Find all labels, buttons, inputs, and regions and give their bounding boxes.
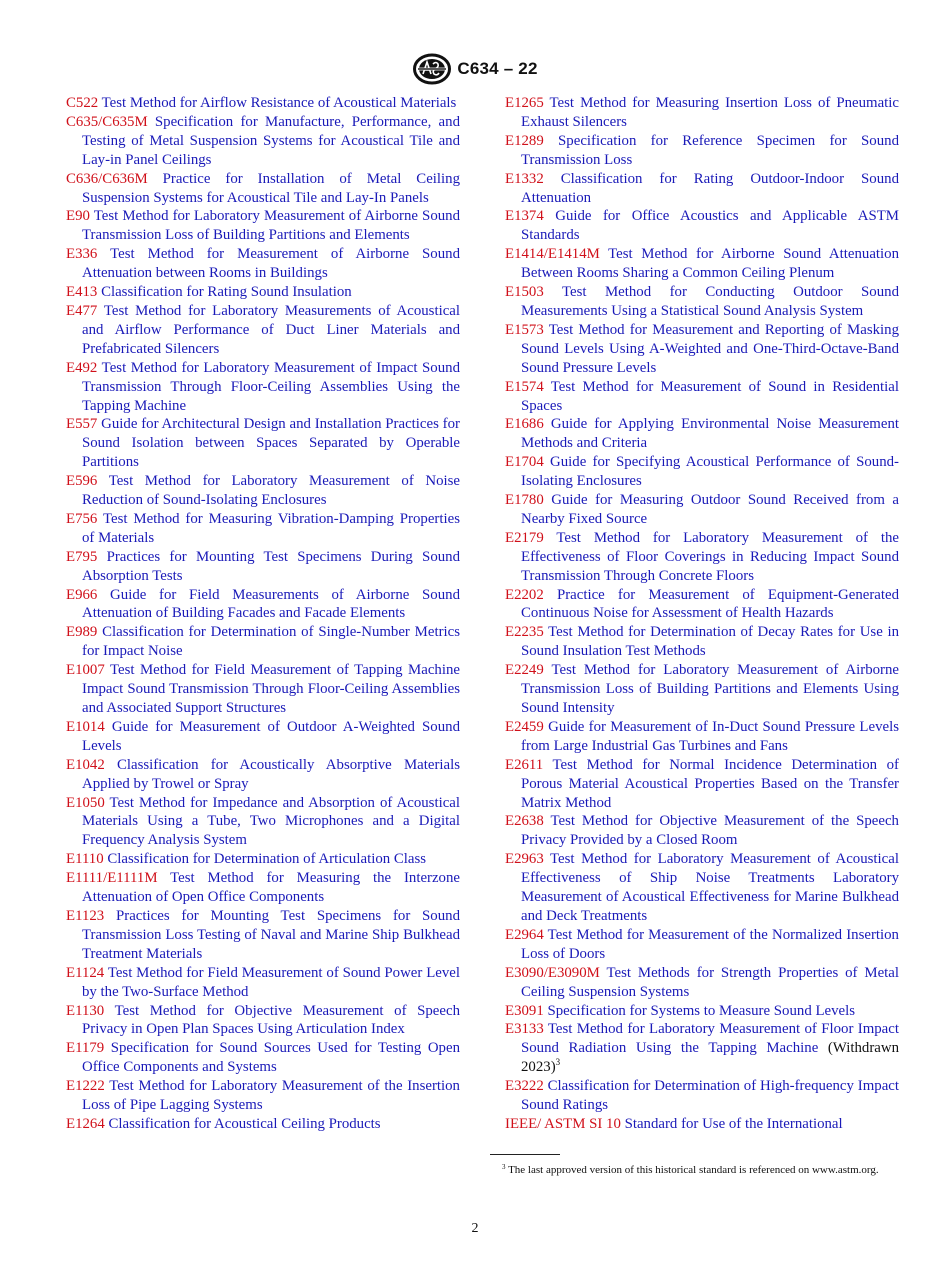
reference-code-link[interactable]: E989 [66, 624, 98, 641]
reference-title-link[interactable]: Guide for Specifying Acoustical Performance of Sound-Isolating Enclosures [521, 454, 899, 490]
reference-entry [66, 907, 460, 964]
reference-code-link[interactable]: E1574 [505, 378, 544, 395]
reference-title-link[interactable]: Practices for Mounting Test Specimens During Sound Absorption Tests [82, 548, 461, 584]
reference-entry [66, 586, 460, 624]
reference-code-link[interactable]: E1014 [66, 718, 105, 735]
reference-entry [66, 245, 460, 283]
reference-title-link[interactable]: Guide for Office Acoustics and Applicable ASTM Standards [521, 208, 899, 244]
reference-code-link[interactable]: E1110 [66, 851, 104, 868]
reference-code-link[interactable]: E1414/E1414M [505, 246, 600, 263]
reference-title-link[interactable]: Specification for Manufacture, Performance, and Testing of Metal Suspension Systems for Acoustical Tile and Lay-in Panel Ceilings [82, 113, 460, 168]
reference-title-link[interactable]: Guide for Applying Environmental Noise Measurement Methods and Criteria [521, 416, 899, 452]
reference-title-link[interactable]: Test Method for Laboratory Measurement of Airborne Sound Transmission Loss of Building Partitions and Elements [82, 208, 461, 244]
reference-code-link[interactable]: E1007 [66, 662, 105, 679]
reference-code-link[interactable]: C522 [66, 95, 99, 111]
reference-entry [505, 812, 899, 850]
reference-title-link[interactable]: Classification for Acoustically Absorptive Materials Applied by Trowel or Spray [82, 756, 460, 792]
reference-code-link[interactable]: E1503 [505, 284, 544, 301]
reference-title-link[interactable]: Test Method for Laboratory Measurement of Acoustical Effectiveness of Ship Noise Treatments Laboratory Measurement of Acoustical Effectiveness for Marine Bulkhead and Deck Treatments [521, 851, 899, 924]
reference-title-link[interactable]: Test Method for Objective Measurement of Speech Privacy in Open Plan Spaces Using Articulation Index [82, 1002, 460, 1038]
reference-entry [505, 661, 899, 718]
reference-title-link[interactable]: Specification for Reference Specimen for Sound Transmission Loss [521, 132, 899, 168]
reference-entry [66, 964, 460, 1002]
reference-entry [505, 245, 899, 283]
reference-entry [505, 964, 899, 1002]
reference-entry [66, 718, 460, 756]
reference-entry [66, 869, 460, 907]
reference-title-link[interactable]: Test Method for Objective Measurement of the Speech Privacy Provided by a Closed Room [521, 813, 899, 849]
reference-entry [505, 529, 899, 586]
reference-entry [66, 1077, 460, 1115]
reference-entry [505, 1002, 899, 1021]
reference-code-link[interactable]: IEEE/ ASTM SI 10 [505, 1115, 621, 1132]
reference-code-link[interactable]: E3090/E3090M [505, 964, 600, 981]
reference-entry [505, 586, 899, 624]
footnote-reference: 3 [555, 1057, 561, 1068]
reference-code-link[interactable]: E477 [66, 302, 98, 319]
reference-title-link[interactable]: Specification for Sound Sources Used for Testing Open Office Components and Systems [82, 1040, 460, 1076]
page-header [0, 52, 950, 86]
reference-entry [66, 548, 460, 586]
reference-entry [66, 756, 460, 794]
reference-title-link[interactable]: Test Method for Conducting Outdoor Sound Measurements Using a Statistical Sound Analysis System [521, 284, 899, 319]
reference-code-link[interactable]: E1050 [66, 794, 105, 811]
reference-title-link[interactable]: Classification for Determination of Single-Number Metrics for Impact Noise [82, 624, 460, 660]
standard-designation: C634 – 22 [457, 59, 538, 78]
reference-title-link[interactable]: Test Methods for Strength Properties of Metal Ceiling Suspension Systems [521, 964, 899, 1000]
reference-code-link[interactable]: C635/C635M [66, 113, 148, 130]
reference-title-link[interactable]: Test Method for Laboratory Measurement of Noise Reduction of Sound-Isolating Enclosures [82, 473, 460, 509]
reference-code-link[interactable]: E2202 [505, 586, 544, 603]
reference-entry [66, 1115, 460, 1134]
reference-title-link[interactable]: Test Method for Airflow Resistance of Acoustical Materials [101, 95, 457, 111]
reference-title-link[interactable]: Test Method for Field Measurement of Sound Power Level by the Two-Surface Method [82, 964, 460, 1000]
reference-title-link[interactable]: Test Method for Laboratory Measurement of Floor Impact Sound Radiation Using the Tapping Machine [521, 1021, 899, 1057]
withdrawn-note: (Withdrawn 2023) [521, 1040, 899, 1076]
reference-entry [66, 302, 460, 359]
reference-title-link[interactable]: Specification for Systems to Measure Sound Levels [547, 1002, 856, 1019]
reference-code-link[interactable]: E1179 [66, 1040, 105, 1057]
reference-entry [505, 207, 899, 245]
page-number: 2 [471, 1221, 479, 1236]
reference-entry [66, 661, 460, 718]
reference-title-link[interactable]: Test Method for Laboratory Measurement of Impact Sound Transmission Through Floor-Ceiling Assemblies Using the Tapping Machine [82, 359, 460, 414]
reference-code-link[interactable]: E1111/E1111M [66, 870, 158, 887]
reference-title-link[interactable]: Test Method for Laboratory Measurement of Airborne Transmission Loss of Building Partitions and Elements Using Sound Intensity [521, 662, 899, 716]
reference-code-link[interactable]: E492 [66, 359, 98, 376]
reference-code-link[interactable]: E3133 [505, 1021, 544, 1038]
reference-title-link[interactable]: Test Method for Measuring Insertion Loss of Pneumatic Exhaust Silencers [521, 95, 900, 130]
reference-code-link[interactable]: E557 [66, 416, 98, 433]
reference-code-link[interactable]: E2235 [505, 624, 544, 641]
reference-title-link[interactable]: Test Method for Impedance and Absorption of Acoustical Materials Using a Tube, Two Microphones and a Digital Frequency Analysis System [82, 794, 460, 849]
reference-entry [66, 794, 460, 851]
reference-code-link[interactable]: E2611 [505, 756, 544, 773]
reference-title-link[interactable]: Guide for Architectural Design and Installation Practices for Sound Isolation between Spaces Separated by Operable Partitions [82, 416, 460, 471]
reference-title-link[interactable]: Guide for Measurement of In-Duct Sound Pressure Levels from Large Industrial Gas Turbines and Fans [521, 718, 899, 754]
footnote-marker: 3 [502, 1163, 506, 1171]
reference-code-link[interactable]: E2964 [505, 926, 544, 943]
reference-title-link[interactable]: Practice for Installation of Metal Ceiling Suspension Systems for Acoustical Tile and Lay-In Panels [82, 170, 461, 206]
reference-title-link[interactable]: Test Method for Normal Incidence Determination of Porous Material Acoustical Properties Based on the Transfer Matrix Method [521, 756, 899, 811]
reference-code-link[interactable]: E2249 [505, 662, 544, 679]
reference-entry [66, 207, 460, 245]
reference-code-link[interactable]: E1264 [66, 1115, 105, 1132]
reference-code-link[interactable]: E1222 [66, 1078, 105, 1095]
reference-code-link[interactable]: E1332 [505, 170, 544, 187]
reference-entry [66, 623, 460, 661]
reference-code-link[interactable]: E1374 [505, 208, 544, 225]
reference-entry [505, 1020, 899, 1077]
reference-entry [505, 453, 899, 491]
reference-title-link[interactable]: Test Method for Measuring Vibration-Damping Properties of Materials [82, 510, 460, 546]
reference-code-link[interactable]: E90 [66, 208, 90, 225]
reference-code-link[interactable]: E966 [66, 586, 98, 603]
reference-entry [66, 472, 460, 510]
reference-code-link[interactable]: E756 [66, 510, 98, 527]
reference-code-link[interactable]: E1704 [505, 454, 544, 471]
reference-entry [66, 1039, 460, 1077]
reference-code-link[interactable]: E2963 [505, 851, 544, 868]
reference-code-link[interactable]: E1573 [505, 321, 544, 338]
reference-entry [505, 718, 899, 756]
footnote [490, 1163, 899, 1178]
reference-code-link[interactable]: E1123 [66, 907, 105, 924]
reference-entry [505, 623, 899, 661]
right-column [505, 94, 899, 1134]
reference-entry [505, 132, 899, 170]
reference-title-link[interactable]: Classification for Determination of Articulation Class [107, 851, 427, 868]
reference-title-link[interactable]: Test Method for Measuring the Interzone Attenuation of Open Office Components [82, 870, 460, 906]
reference-entry [66, 170, 460, 208]
reference-entry [66, 94, 460, 113]
reference-title-link[interactable]: Test Method for Measurement of the Normalized Insertion Loss of Doors [521, 926, 899, 962]
reference-title-link[interactable]: Test Method for Measurement and Reporting of Masking Sound Levels Using A-Weighted and One-Third-Octave-Band Sound Pressure Levels [521, 321, 899, 376]
reference-code-link[interactable]: E1124 [66, 964, 105, 981]
reference-entry [505, 491, 899, 529]
reference-entry [505, 850, 899, 926]
reference-title-link[interactable]: Test Method for Measurement of Airborne Sound Attenuation between Rooms in Buildings [82, 246, 460, 282]
reference-entry [505, 283, 899, 321]
reference-code-link[interactable]: E1265 [505, 95, 544, 111]
reference-title-link[interactable]: Classification for Acoustical Ceiling Products [108, 1115, 381, 1132]
reference-entry [505, 170, 899, 208]
reference-code-link[interactable]: E2179 [505, 529, 544, 546]
reference-title-link[interactable]: Test Method for Measurement of Sound in Residential Spaces [521, 378, 899, 414]
reference-code-link[interactable]: E3091 [505, 1002, 544, 1019]
reference-title-link[interactable]: Test Method for Airborne Sound Attenuation Between Rooms Sharing a Common Ceiling Plenum [521, 246, 899, 282]
reference-title-link[interactable]: Test Method for Determination of Decay Rates for Use in Sound Insulation Test Methods [521, 624, 899, 660]
reference-code-link[interactable]: E1686 [505, 416, 544, 433]
reference-entry [505, 926, 899, 964]
reference-title-link[interactable]: Test Method for Laboratory Measurements of Acoustical and Airflow Performance of Duct Liner Materials and Prefabricated Silencers [82, 302, 461, 357]
reference-entry [505, 321, 899, 378]
reference-entry [505, 378, 899, 416]
left-column [66, 94, 460, 1134]
reference-code-link[interactable]: E336 [66, 246, 98, 263]
reference-entry [66, 1002, 460, 1040]
reference-code-link[interactable]: E2459 [505, 718, 544, 735]
reference-title-link[interactable]: Test Method for Field Measurement of Tapping Machine Impact Sound Transmission Through Floor-Ceiling Assemblies and Associated Support Structures [82, 662, 460, 716]
reference-code-link[interactable]: E3222 [505, 1078, 544, 1095]
reference-code-link[interactable]: C636/C636M [66, 170, 148, 187]
reference-title-link[interactable]: Test Method for Laboratory Measurement of the Insertion Loss of Pipe Lagging Systems [82, 1078, 460, 1114]
reference-code-link[interactable]: E596 [66, 473, 98, 490]
reference-entry [66, 850, 460, 869]
reference-title-link[interactable]: Classification for Rating Sound Insulation [101, 284, 352, 301]
reference-entry [505, 756, 899, 813]
reference-code-link[interactable]: E1289 [505, 132, 544, 149]
reference-entry [505, 415, 899, 453]
astm-logo-icon [412, 53, 452, 85]
reference-code-link[interactable]: E1780 [505, 492, 544, 509]
reference-entry [66, 113, 460, 170]
reference-title-link[interactable]: Classification for Determination of High-frequency Impact Sound Ratings [521, 1078, 899, 1114]
reference-code-link[interactable]: E2638 [505, 813, 544, 830]
reference-code-link[interactable]: E1130 [66, 1002, 105, 1019]
reference-code-link[interactable]: E795 [66, 548, 98, 565]
reference-title-link[interactable]: Practices for Mounting Test Specimens for Sound Transmission Loss Testing of Naval and Marine Ship Bulkhead Treatment Materials [82, 907, 460, 962]
reference-entry [66, 359, 460, 416]
reference-entry [505, 1077, 899, 1115]
reference-title-link[interactable]: Guide for Measuring Outdoor Sound Received from a Nearby Fixed Source [521, 492, 899, 527]
reference-entry [505, 1115, 899, 1134]
reference-title-link[interactable]: Standard for Use of the International [624, 1115, 843, 1132]
reference-title-link[interactable]: Guide for Field Measurements of Airborne Sound Attenuation of Building Facades and Facade Elements [82, 586, 460, 622]
reference-code-link[interactable]: E1042 [66, 756, 105, 773]
reference-entry [66, 510, 460, 548]
reference-code-link[interactable]: E413 [66, 284, 98, 301]
reference-title-link[interactable]: Test Method for Laboratory Measurement of the Effectiveness of Floor Coverings in Reducing Impact Sound Transmission Through Concrete Floors [521, 529, 900, 584]
reference-entry [66, 283, 460, 302]
footnote-text: The last approved version of this historical standard is referenced on www.astm.org. [508, 1164, 879, 1176]
reference-title-link[interactable]: Practice for Measurement of Equipment-Generated Continuous Noise for Assessment of Health Hazards [521, 586, 899, 622]
reference-title-link[interactable]: Guide for Measurement of Outdoor A-Weighted Sound Levels [82, 718, 460, 754]
footnote-divider [490, 1154, 560, 1155]
reference-entry [505, 94, 899, 132]
reference-title-link[interactable]: Classification for Rating Outdoor-Indoor Sound Attenuation [521, 170, 899, 206]
reference-entry [66, 415, 460, 472]
